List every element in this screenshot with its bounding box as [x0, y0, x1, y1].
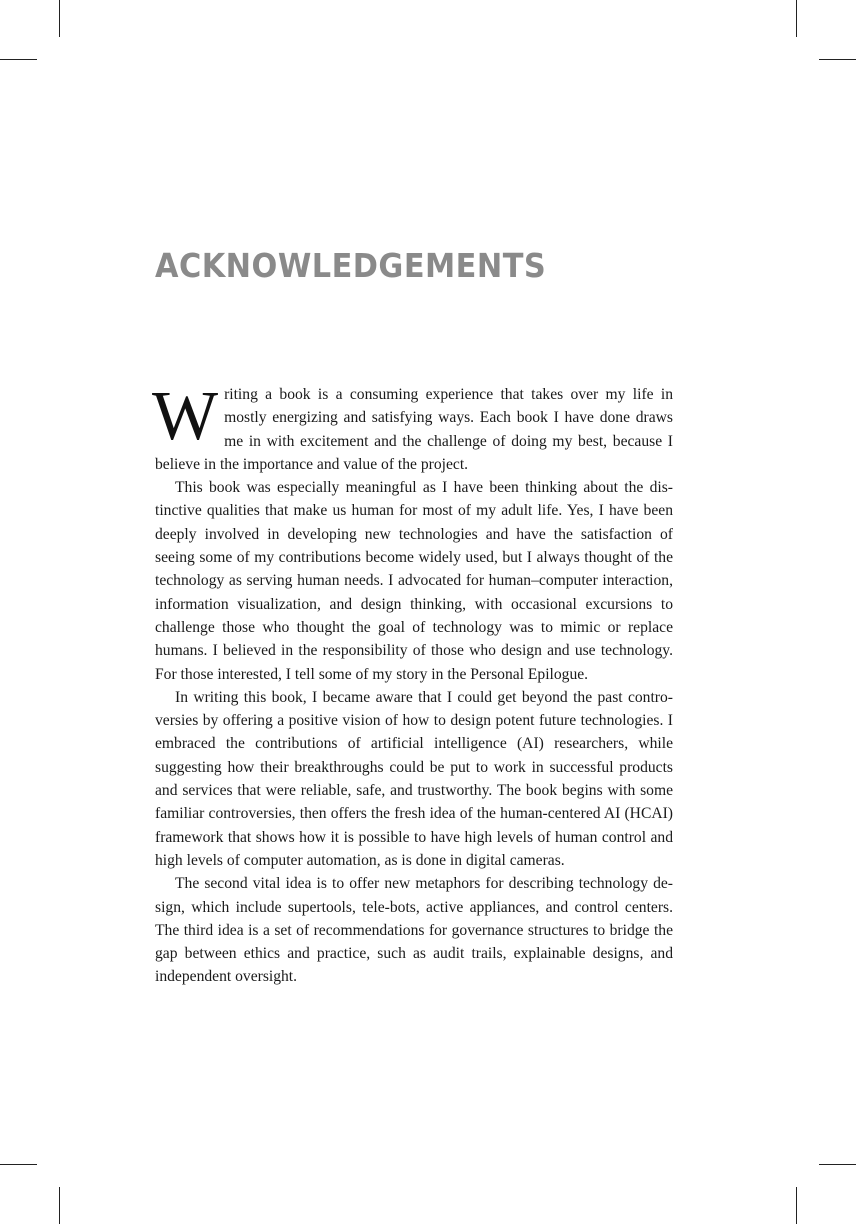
crop-mark-top-right-horizontal	[819, 59, 856, 60]
crop-mark-bottom-left-vertical	[59, 1187, 60, 1224]
body-text	[152, 378, 673, 989]
paragraph-4: The second vital idea is to offer new metaphors for describing technology design, which include supertools, tele-bots, active appliances, and control centers. The third idea is a set of recommendations for governance structures to bridge the gap between ethics and practice, such as audit trails, explainable designs, and independent oversight.	[155, 875, 673, 986]
crop-mark-bottom-right-vertical	[796, 1187, 797, 1224]
crop-mark-top-right-vertical	[796, 0, 797, 37]
paragraph-1-text: riting a book is a consuming experience that takes over my life in mostly energizing and satisfying ways. Each book I have done draws me in with excitement and the challenge of doing my best, because I believe in the importance and value of the project.	[155, 386, 673, 473]
paragraph-2: This book was especially meaningful as I have been thinking about the distinctive qualities that make us human for most of my adult life. Yes, I have been deeply involved in developing new technologies and have the satisfaction of seeing some of my contributions become widely used, but I always thought of the technology as serving human needs. I advocated for human–computer interaction, information visualization, and design thinking, with occasional excursions to challenge those who thought the goal of technology was to mimic or replace humans. I believed in the responsibility of those who design and use technology. For those interested, I tell some of my story in the Personal Epilogue.	[155, 479, 673, 683]
crop-mark-bottom-left-horizontal	[0, 1164, 37, 1165]
paragraph-3: In writing this book, I became aware that I could get beyond the past controversies by offering a positive vision of how to design potent future technologies. I embraced the contributions of artificial intelligence (AI) researchers, while suggesting how their breakthroughs could be put to work in successful products and services that were reliable, safe, and trustworthy. The book begins with some familiar controversies, then offers the fresh idea of the human-centered AI (HCAI) framework that shows how it is possible to have high levels of human control and high levels of computer automation, as is done in digital cameras.	[155, 688, 673, 869]
drop-cap: W	[152, 378, 219, 455]
paragraph-1	[152, 378, 673, 476]
crop-mark-bottom-right-horizontal	[819, 1164, 856, 1165]
chapter-title: ACKNOWLEDGEMENTS	[155, 246, 547, 285]
crop-mark-top-left-horizontal	[0, 59, 37, 60]
crop-mark-top-left-vertical	[59, 0, 60, 37]
